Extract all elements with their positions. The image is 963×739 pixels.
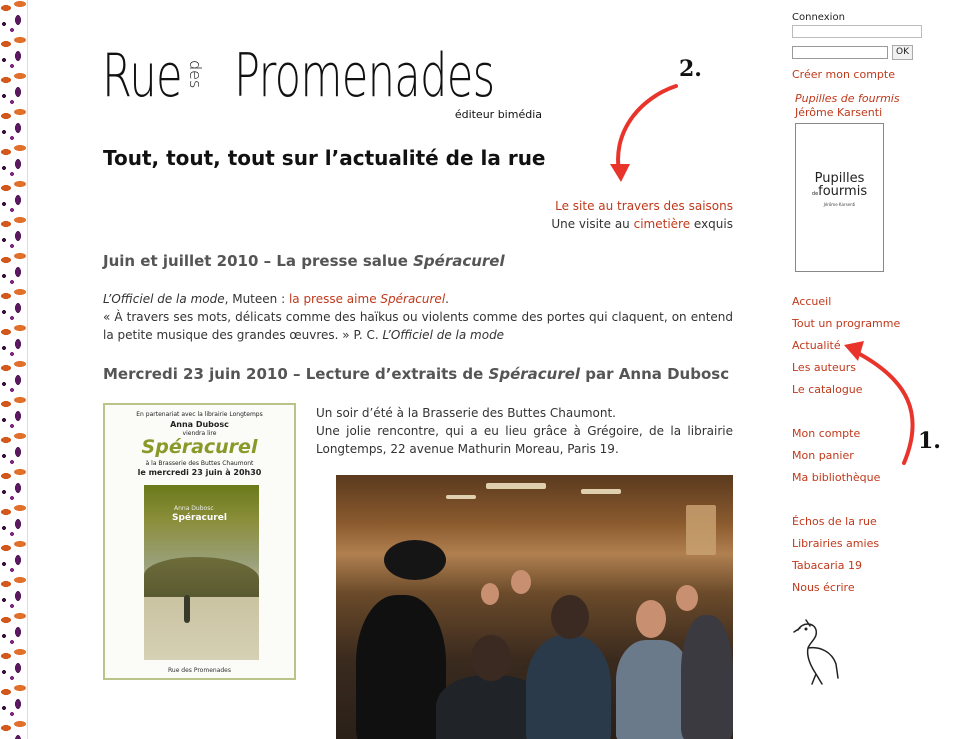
press-link-em: Spéracurel [380,292,446,306]
seasons-link[interactable]: Le site au travers des saisons [555,199,733,213]
dog-illustration-icon [792,618,842,688]
nav-actualite[interactable]: Actualité [792,339,841,352]
person-silhouette [526,635,611,739]
article-heading-lecture [103,365,729,383]
event-photo[interactable] [336,475,733,739]
nav-programme[interactable]: Tout un programme [792,317,901,330]
ceiling-lamp [581,489,621,494]
source-rest: , Muteen : [224,292,289,306]
poster-reads: viendra lire [182,430,217,437]
quote-source: L’Officiel de la mode [382,328,505,342]
article-heading-presse [103,252,505,270]
poster-partner: En partenariat avec la librairie Longtemps [136,411,263,418]
annotation-number-1: 1. [918,428,941,454]
nav-mon-compte[interactable]: Mon compte [792,427,861,440]
person-silhouette [681,615,733,739]
ceiling-lamp [446,495,476,499]
poster-book-image [144,485,259,660]
event-description-1: Un soir d’été à la Brasserie des Buttes Chaumont. [316,406,616,420]
mountain-shape [144,557,259,597]
heading-em: Spéracurel [413,252,505,270]
nav-bibliotheque[interactable]: Ma bibliothèque [792,471,881,484]
poster-book-author: Anna Dubosc [174,505,214,512]
logo-word-promenades: Promenades [234,41,495,111]
poster-footer: Rue des Promenades [168,667,231,674]
heading-suffix: par Anna Dubosc [580,365,730,383]
heading-text: Mercredi 23 juin 2010 – Lecture d’extraits de [103,365,489,383]
ceiling-lamp [486,483,546,489]
saisons-block [551,197,733,233]
site-logo[interactable] [102,40,542,120]
login-input[interactable] [792,25,922,38]
cemetery-suffix: exquis [690,217,733,231]
press-source-line: L’Officiel de la mode, Muteen : la presse aime Spéracurel. [103,292,449,306]
source-magazine: L’Officiel de la mode [103,292,225,306]
face-shape [511,570,531,594]
logo-subtitle: éditeur bimédia [454,108,542,121]
nav-tabacaria[interactable]: Tabacaria 19 [792,559,862,572]
featured-book-cover[interactable] [795,123,884,272]
press-link[interactable] [289,292,445,306]
face-shape [481,583,499,605]
person-silhouette [356,595,446,739]
head-shape [551,595,589,639]
page-title: Tout, tout, tout sur l’actualité de la rue [103,146,546,170]
cemetery-link[interactable]: cimetière [633,217,691,231]
cover-title-de: de [811,191,819,197]
nav-mon-panier[interactable]: Mon panier [792,449,854,462]
nav-nous-ecrire[interactable]: Nous écrire [792,581,855,594]
heading-text: Juin et juillet 2010 – La presse salue [103,252,414,270]
cover-title-1: Pupilles [814,171,865,186]
quote-text: « À travers ses mots, délicats comme des haïkus ou violents comme des portes qui claquent, on entend la petite musique des grandes œuvres. » P. C. [103,310,733,342]
logo-word-rue: Rue [102,41,182,111]
nav-accueil[interactable]: Accueil [792,295,832,308]
logo-word-des: des [186,60,205,89]
event-description-2: Une jolie rencontre, qui a eu lieu grâce à Grégoire, de la librairie Longtemps, 22 avenue Mathurin Moreau, Paris 19. [316,424,733,456]
wall-panel [686,505,716,555]
border-divider [27,0,28,739]
cover-title [796,172,883,201]
login-ok-button[interactable]: OK [892,45,913,60]
cover-author: Jérôme Karsenti [823,202,856,207]
poster-date: le mercredi 23 juin à 20h30 [137,468,262,477]
press-quote [103,308,733,344]
poster-book-title: Spéracurel [172,513,227,523]
person-silhouette [616,640,691,739]
decorative-side-border [0,0,27,739]
featured-book-title[interactable]: Pupilles de fourmis [795,92,900,105]
password-input[interactable] [792,46,888,59]
create-account-link[interactable]: Créer mon compte [792,68,895,81]
press-link-prefix: la presse aime [288,292,381,306]
nav-echos[interactable]: Échos de la rue [792,515,877,528]
hat-shape [384,540,446,580]
poster-venue: à la Brasserie des Buttes Chaumont [145,460,254,467]
event-poster[interactable] [103,403,296,680]
annotation-number-2: 2. [679,56,702,82]
poster-title: Spéracurel [141,436,258,458]
nav-catalogue[interactable]: Le catalogue [792,383,863,396]
face-shape [676,585,698,611]
annotation-arrow-2-icon [590,78,690,188]
poster-author: Anna Dubosc [170,420,229,429]
cemetery-line [551,215,733,233]
head-shape [471,635,511,681]
nav-librairies[interactable]: Librairies amies [792,537,880,550]
cover-title-2: fourmis [818,184,868,199]
featured-book-author[interactable]: Jérôme Karsenti [795,106,883,119]
face-shape [636,600,666,638]
heading-em: Spéracurel [488,365,581,383]
nav-auteurs[interactable]: Les auteurs [792,361,856,374]
login-label: Connexion [792,12,845,23]
figure-shape [184,595,190,623]
cemetery-prefix: Une visite au [551,217,634,231]
